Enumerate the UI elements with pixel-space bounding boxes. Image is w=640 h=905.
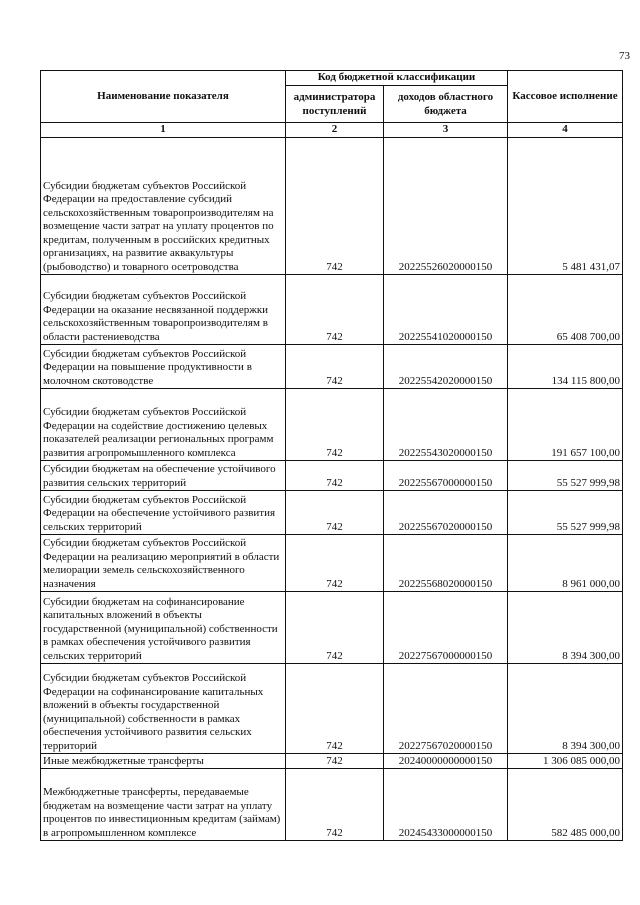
admin-code: 742	[286, 592, 384, 664]
indicator-name: Субсидии бюджетам субъектов Российской Федерации на софинансирование капитальных вложений в объекты государственной (муниципальной) собственности в рамках обеспечения устойчивого развития сельских территорий	[41, 664, 286, 754]
table-row	[41, 754, 623, 769]
income-code: 20227567020000150	[384, 664, 508, 754]
table-row	[41, 389, 623, 461]
header-income-column: доходов областного бюджета	[384, 86, 508, 123]
cash-amount: 55 527 999,98	[508, 461, 623, 491]
table-row	[41, 592, 623, 664]
table-row	[41, 491, 623, 535]
admin-code: 742	[286, 664, 384, 754]
column-number: 2	[286, 123, 384, 138]
indicator-name: Иные межбюджетные трансферты	[41, 754, 286, 769]
cash-amount: 55 527 999,98	[508, 491, 623, 535]
admin-code: 742	[286, 389, 384, 461]
cash-amount: 8 394 300,00	[508, 664, 623, 754]
cash-amount: 5 481 431,07	[508, 138, 623, 275]
indicator-name: Субсидии бюджетам субъектов Российской Федерации на обеспечение устойчивого развития сельских территорий	[41, 491, 286, 535]
indicator-name: Субсидии бюджетам на софинансирование капитальных вложений в объекты государственной (муниципальной) собственности в рамках обеспечения устойчивого развития сельских территорий	[41, 592, 286, 664]
income-code: 20227567000000150	[384, 592, 508, 664]
income-code: 20225567020000150	[384, 491, 508, 535]
indicator-name: Субсидии бюджетам субъектов Российской Федерации на предоставление субсидий сельскохозяйственным товаропроизводителям на возмещение части затрат на уплату процентов по кредитам, полученным в российских кредитных организациях, на развитие аквакультуры (рыбоводство) и товарного осетроводства	[41, 138, 286, 275]
income-code: 20225568020000150	[384, 535, 508, 592]
budget-table	[40, 70, 623, 841]
cash-amount: 1 306 085 000,00	[508, 754, 623, 769]
admin-code: 742	[286, 769, 384, 841]
cash-amount: 134 115 800,00	[508, 345, 623, 389]
admin-code: 742	[286, 138, 384, 275]
table-row	[41, 535, 623, 592]
column-number: 4	[508, 123, 623, 138]
header-code-group: Код бюджетной классификации	[286, 71, 508, 86]
cash-amount: 582 485 000,00	[508, 769, 623, 841]
table-header	[41, 71, 623, 138]
income-code: 20240000000000150	[384, 754, 508, 769]
income-code: 20225567000000150	[384, 461, 508, 491]
header-name-column: Наименование показателя	[41, 71, 286, 123]
admin-code: 742	[286, 535, 384, 592]
cash-amount: 8 961 000,00	[508, 535, 623, 592]
header-kassa-column: Кассовое исполнение	[508, 71, 623, 123]
table-row	[41, 345, 623, 389]
table-body	[41, 138, 623, 841]
table-row	[41, 275, 623, 345]
income-code: 20225526020000150	[384, 138, 508, 275]
indicator-name: Межбюджетные трансферты, передаваемые бюджетам на возмещение части затрат на уплату процентов по инвестиционным кредитам (займам) в агропромышленном комплексе	[41, 769, 286, 841]
column-number: 3	[384, 123, 508, 138]
indicator-name: Субсидии бюджетам субъектов Российской Федерации на реализацию мероприятий в области мелиорации земель сельскохозяйственного назначения	[41, 535, 286, 592]
cash-amount: 65 408 700,00	[508, 275, 623, 345]
admin-code: 742	[286, 491, 384, 535]
indicator-name: Субсидии бюджетам субъектов Российской Федерации на повышение продуктивности в молочном скотоводстве	[41, 345, 286, 389]
column-number: 1	[41, 123, 286, 138]
income-code: 20225543020000150	[384, 389, 508, 461]
admin-code: 742	[286, 461, 384, 491]
admin-code: 742	[286, 345, 384, 389]
income-code: 20245433000000150	[384, 769, 508, 841]
cash-amount: 8 394 300,00	[508, 592, 623, 664]
header-admin-column: администратора поступлений	[286, 86, 384, 123]
indicator-name: Субсидии бюджетам субъектов Российской Федерации на содействие достижению целевых показателей реализации региональных программ развития агропромышленного комплекса	[41, 389, 286, 461]
table-row	[41, 769, 623, 841]
income-code: 20225541020000150	[384, 275, 508, 345]
table-row	[41, 138, 623, 275]
cash-amount: 191 657 100,00	[508, 389, 623, 461]
page-number: 73	[619, 50, 630, 62]
table-row	[41, 461, 623, 491]
income-code: 20225542020000150	[384, 345, 508, 389]
table-row	[41, 664, 623, 754]
admin-code: 742	[286, 754, 384, 769]
admin-code: 742	[286, 275, 384, 345]
indicator-name: Субсидии бюджетам на обеспечение устойчивого развития сельских территорий	[41, 461, 286, 491]
indicator-name: Субсидии бюджетам субъектов Российской Федерации на оказание несвязанной поддержки сельскохозяйственным товаропроизводителям в области растениеводства	[41, 275, 286, 345]
